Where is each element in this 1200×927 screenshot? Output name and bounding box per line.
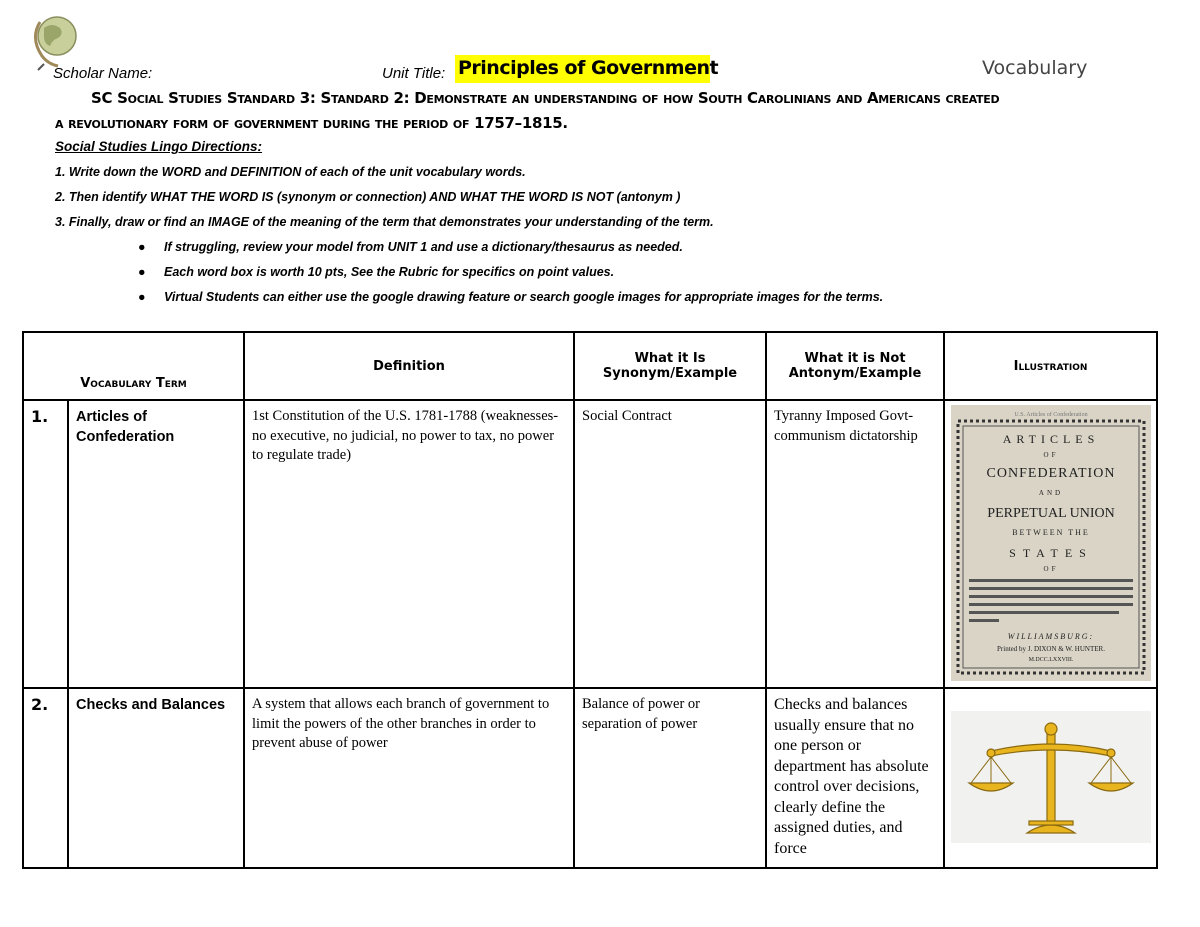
header-vocabulary-term: Vocabulary Term (23, 332, 244, 400)
table-row (23, 688, 1157, 868)
vocabulary-term: Checks and Balances (68, 688, 244, 868)
unit-title-label: Unit Title: (382, 65, 446, 82)
what-it-is-not-cell: Checks and balances usually ensure that no one person or department has absolute control over decisions, clearly define the assigned duties, and force (766, 688, 944, 868)
image-line-year: M.DCC.LXXVIII. (1028, 657, 1073, 663)
image-top-caption: U.S. Articles of Confederation (1013, 412, 1088, 418)
image-line-states: STATES (1008, 546, 1093, 560)
scholar-name-label: Scholar Name: (53, 65, 153, 82)
illustration-cell (944, 688, 1157, 868)
vocabulary-logo: Vocabulary (982, 57, 1088, 79)
header-what-it-is-not-line1: What it is Not (804, 351, 906, 366)
header-what-it-is (574, 332, 766, 400)
image-line-of-2: OF (1043, 565, 1058, 573)
directions-title: Social Studies Lingo Directions: (55, 139, 263, 154)
header-illustration: Illustration (944, 332, 1157, 400)
table-row (23, 400, 1157, 688)
direction-step-2: 2. Then identify WHAT THE WORD IS (synonym or connection) AND WHAT THE WORD IS NOT (antonym ) (55, 190, 681, 204)
what-it-is-not-cell: Tyranny Imposed Govt- communism dictatorship (766, 400, 944, 688)
image-line-confederation: CONFEDERATION (986, 466, 1115, 481)
vocabulary-table (22, 331, 1158, 869)
header-what-it-is-line1: What it Is (634, 351, 706, 366)
bullet-icon: ● (138, 290, 146, 304)
definition-cell: 1st Constitution of the U.S. 1781-1788 (weaknesses-no executive, no judicial, no power to tax, no power to regulate trade) (244, 400, 574, 688)
image-line-articles: ARTICLES (1002, 432, 1099, 446)
scales-of-justice-icon (951, 711, 1151, 843)
image-line-printer: Printed by J. DIXON & W. HUNTER. (996, 645, 1105, 653)
bullet-icon: ● (138, 240, 146, 254)
what-it-is-cell: Balance of power or separation of power (574, 688, 766, 868)
definition-cell: A system that allows each branch of government to limit the powers of the other branches in order to prevent abuse of power (244, 688, 574, 868)
standard-line-1: SC Social Studies Standard 3: Standard 2: Demonstrate an understanding of how South Carolinians and Americans created (91, 89, 1000, 107)
bullet-text: If struggling, review your model from UNIT 1 and use a dictionary/thesaurus as needed. (164, 240, 683, 254)
direction-bullet-2 (138, 265, 614, 279)
table-header-row (23, 332, 1157, 400)
bullet-text: Each word box is worth 10 pts, See the Rubric for specifics on point values. (164, 265, 615, 279)
row-number: 2. (23, 688, 68, 868)
direction-step-3: 3. Finally, draw or find an IMAGE of the meaning of the term that demonstrates your understanding of the term. (55, 215, 714, 229)
image-line-and: AND (1038, 489, 1063, 497)
vocabulary-term: Articles of Confederation (68, 400, 244, 688)
bullet-text: Virtual Students can either use the google drawing feature or search google images for appropriate images for the terms. (164, 290, 884, 304)
standard-line-2: a revolutionary form of government during the period of 1757–1815. (55, 114, 568, 132)
row-number: 1. (23, 400, 68, 688)
direction-step-1: 1. Write down the WORD and DEFINITION of each of the unit vocabulary words. (55, 165, 526, 179)
image-line-place: WILLIAMSBURG: (1007, 632, 1094, 641)
illustration-cell (944, 400, 1157, 688)
bullet-icon: ● (138, 265, 146, 279)
header-definition: Definition (244, 332, 574, 400)
what-it-is-cell: Social Contract (574, 400, 766, 688)
unit-title: Principles of Government (458, 57, 719, 79)
header-what-it-is-line2: Synonym/Example (602, 366, 738, 381)
image-line-of: OF (1043, 451, 1058, 459)
image-line-perpetual-union: PERPETUAL UNION (986, 506, 1115, 521)
header-what-it-is-not (766, 332, 944, 400)
direction-bullet-1 (138, 240, 683, 254)
direction-bullet-3 (138, 290, 883, 304)
image-line-between: BETWEEN THE (1011, 528, 1090, 537)
standard-text (55, 86, 1165, 136)
articles-of-confederation-image (951, 405, 1151, 681)
header-what-it-is-not-line2: Antonym/Example (788, 366, 922, 381)
